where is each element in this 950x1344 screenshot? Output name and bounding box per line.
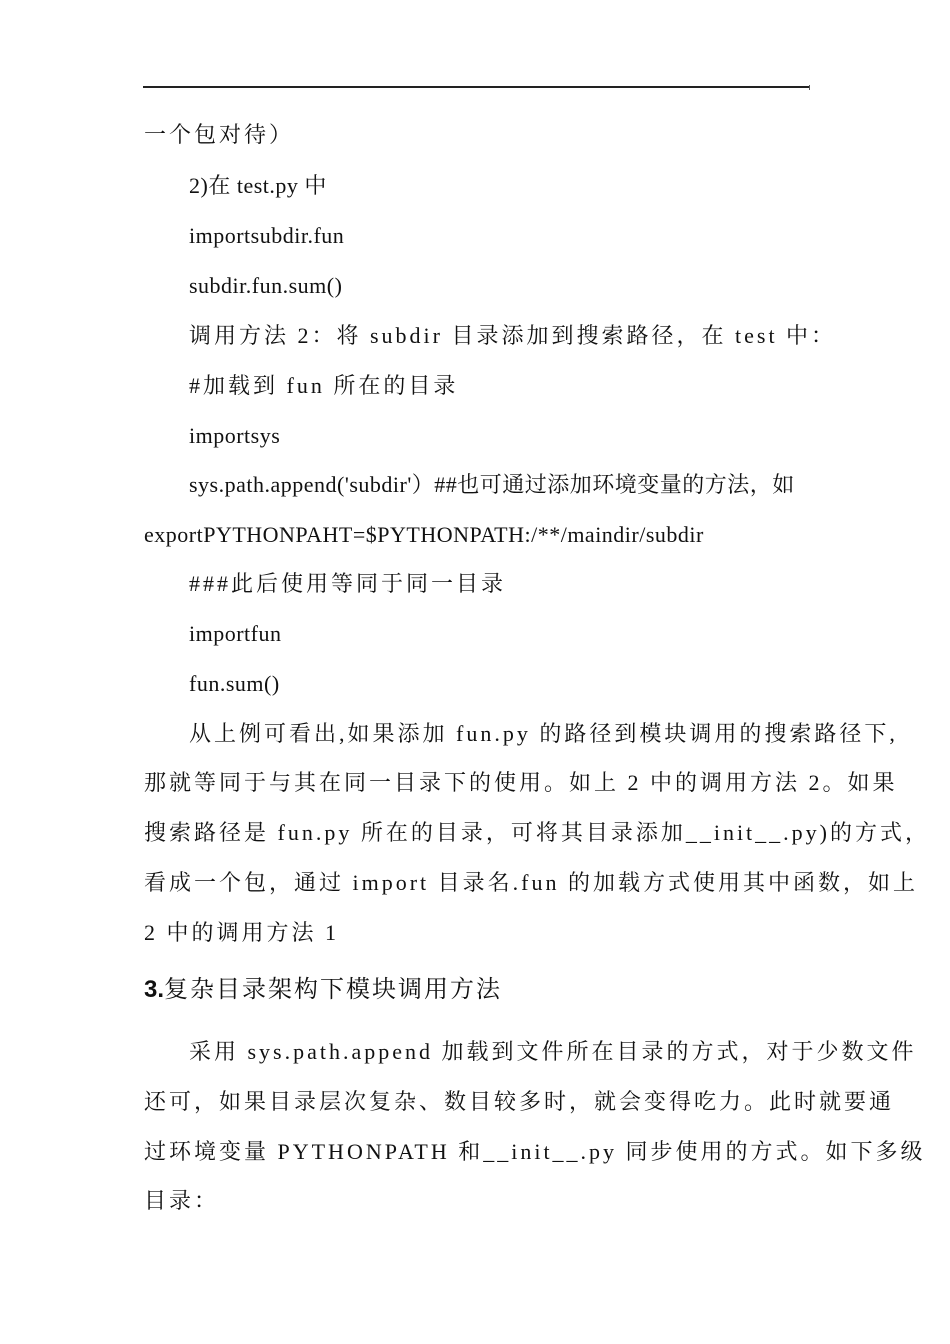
text-line-continuation: 一个包对待） [144,122,295,147]
header-rule [143,86,810,88]
code-line-export-pythonpath: exportPYTHONPAHT=$PYTHONPATH:/**/maindir/subdir [144,522,704,547]
section-number: 3. [144,976,165,1003]
section-heading-3 [144,974,502,1006]
code-line-import-fun: importfun [189,621,282,646]
code-comment-load-dir: #加载到 fun 所在的目录 [189,373,459,398]
code-comment-same-dir: ###此后使用等同于同一目录 [189,571,507,596]
code-line-import-subdir-fun: importsubdir.fun [189,223,345,248]
code-line-subdir-fun-sum: subdir.fun.sum() [189,273,343,298]
section3-paragraph-line-2: 还可，如果目录层次复杂、数目较多时，就会变得吃力。此时就要通 [144,1089,895,1114]
paragraph-line-2: 那就等同于与其在同一目录下的使用。如上 2 中的调用方法 2。如果 [144,770,898,795]
header-rule-tick [809,85,810,90]
paragraph-line-3: 搜索路径是 fun.py 所在的目录，可将其目录添加__init__.py)的方式， [144,820,930,845]
code-line-fun-sum: fun.sum() [189,671,280,696]
code-line-import-sys: importsys [189,423,281,448]
code-line-sys-path-append: sys.path.append('subdir'）##也可通过添加环境变量的方法，如 [189,472,795,497]
text-line-method-2: 调用方法 2：将 subdir 目录添加到搜索路径，在 test 中： [189,323,837,348]
paragraph-line-4: 看成一个包，通过 import 目录名.fun 的加载方式使用其中函数，如上 [144,870,918,895]
section3-paragraph-line-1: 采用 sys.path.append 加载到文件所在目录的方式，对于少数文件 [189,1039,917,1064]
paragraph-line-1: 从上例可看出,如果添加 fun.py 的路径到模块调用的搜索路径下, [189,721,898,746]
section3-paragraph-line-4: 目录： [144,1188,220,1213]
section-title: 复杂目录架构下模块调用方法 [164,977,503,1003]
paragraph-line-5: 2 中的调用方法 1 [144,920,340,945]
text-line-step-2: 2)在 test.py 中 [189,173,327,198]
section3-paragraph-line-3: 过环境变量 PYTHONPATH 和__init__.py 同步使用的方式。如下多级 [144,1139,926,1164]
